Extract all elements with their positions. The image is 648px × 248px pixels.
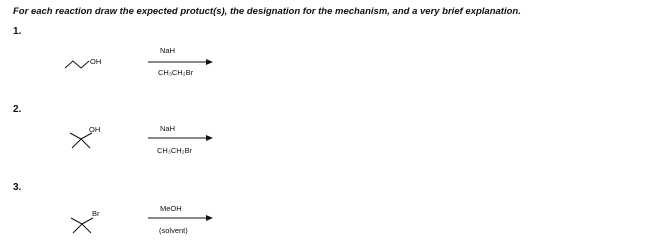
problem-2-reagent-below: CH₃CH₂Br bbox=[157, 146, 193, 155]
problem-3-number: 3. bbox=[13, 182, 22, 193]
instructions: For each reaction draw the expected protuct(s), the designation for the mechanism, and a very brief explanation. bbox=[13, 6, 521, 17]
problem-3-substituent: Br bbox=[92, 209, 100, 218]
problem-3-reagent-below: (solvent) bbox=[159, 226, 188, 235]
reaction-arrow-icon bbox=[148, 134, 214, 142]
problem-3-reagent-above: MeOH bbox=[160, 204, 182, 213]
reaction-arrow-icon bbox=[148, 214, 214, 222]
problem-1-reagent-above: NaH bbox=[160, 46, 176, 55]
reaction-arrow-icon bbox=[148, 58, 214, 66]
problem-2-number: 2. bbox=[13, 104, 22, 115]
problem-1-reagent-below: CH₃CH₂Br bbox=[158, 68, 194, 77]
problem-2-substituent: OH bbox=[89, 125, 101, 134]
problem-1-substituent: OH bbox=[90, 57, 102, 66]
problem-1-number: 1. bbox=[13, 26, 22, 37]
problem-2-reagent-above: NaH bbox=[160, 124, 176, 133]
